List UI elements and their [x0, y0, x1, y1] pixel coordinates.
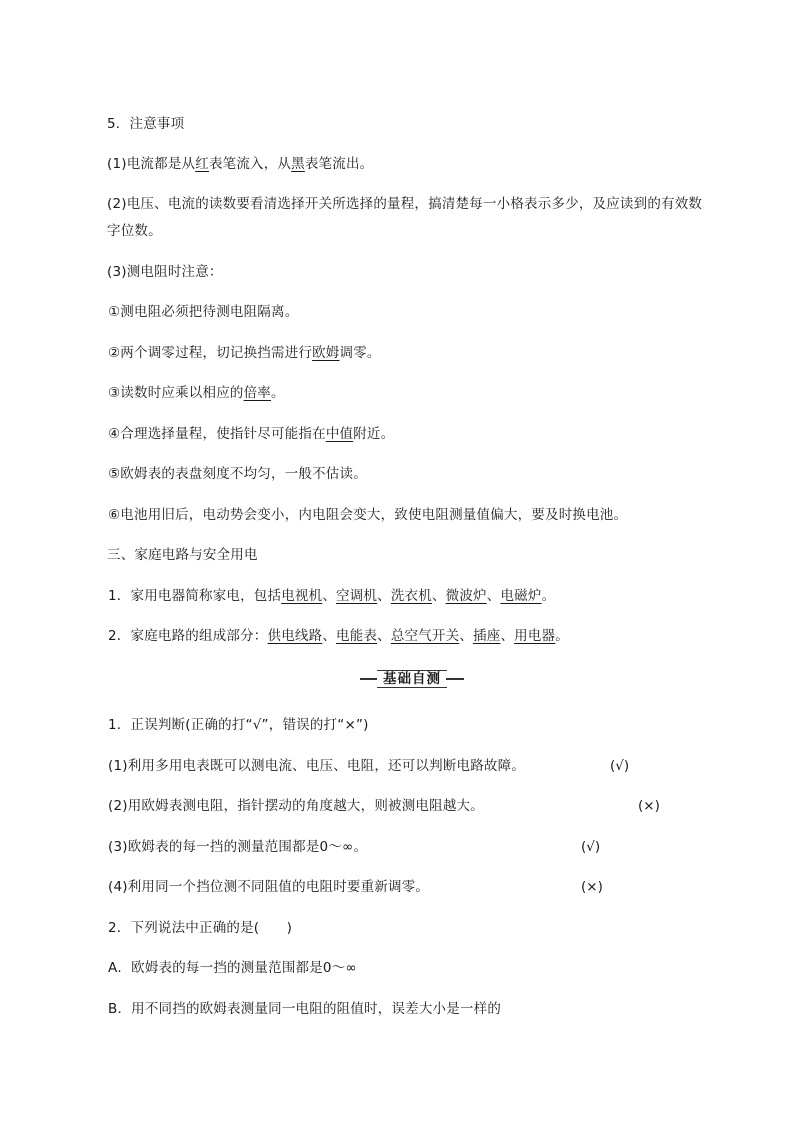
note-circle-4: ④合理选择量程，使指针尽可能指在中值附近。 [108, 426, 395, 442]
note-circle-5: ⑤欧姆表的表盘刻度不均匀，一般不估读。 [108, 466, 367, 482]
underlined-mid-value: 中值 [325, 426, 354, 442]
quiz-q2-title: 2．下列说法中正确的是( ) [108, 920, 293, 936]
underlined-multiplier: 倍率 [243, 385, 272, 401]
quiz-q1-item: (1)利用多用电表既可以测电流、电压、电阻，还可以判断电路故障。 [108, 758, 526, 774]
self-test-banner [360, 670, 464, 688]
banner-rule-left [360, 678, 378, 680]
section-3-para-1: 1．家用电器简称家电，包括电视机、空调机、洗衣机、微波炉、电磁炉。 [108, 588, 556, 604]
quiz-q1-mark: (×) [581, 879, 603, 895]
quiz-q1-item: (2)用欧姆表测电阻，指针摆动的角度越大，则被测电阻越大。 [108, 798, 484, 814]
notes-heading: 5．注意事项 [107, 116, 185, 132]
note-circle-1: ①测电阻必须把待测电阻隔离。 [108, 304, 299, 320]
section-3-para-2: 2．家庭电路的组成部分：供电线路、电能表、总空气开关、插座、用电器。 [108, 628, 569, 644]
note-item-1: (1)电流都是从红表笔流入，从黑表笔流出。 [107, 156, 374, 172]
note-item-2-line-2: 字位数。 [107, 223, 162, 239]
banner-rule-right [446, 678, 464, 680]
quiz-q1-item: (4)利用同一个挡位测不同阻值的电阻时要重新调零。 [108, 879, 430, 895]
quiz-q1-title: 1．正误判断(正确的打“√”，错误的打“×”) [108, 717, 369, 733]
underlined-red: 红 [195, 156, 209, 172]
note-item-3: (3)测电阻时注意： [107, 264, 223, 280]
quiz-q1-item: (3)欧姆表的每一挡的测量范围都是0～∞。 [108, 839, 368, 855]
quiz-q1-mark: (√) [610, 758, 630, 774]
note-circle-6: ⑥电池用旧后，电动势会变小，内电阻会变大，致使电阻测量值偏大，要及时换电池。 [108, 507, 628, 523]
quiz-q1-mark: (×) [638, 798, 660, 814]
section-3-title: 三、家庭电路与安全用电 [107, 547, 258, 563]
underlined-ohm: 欧姆 [312, 345, 340, 361]
quiz-q1-mark: (√) [581, 839, 601, 855]
quiz-q2-option-a: A．欧姆表的每一挡的测量范围都是0～∞ [108, 960, 357, 976]
banner-title: 基础自测 [377, 670, 447, 688]
note-item-2-line-1: (2)电压、电流的读数要看清选择开关所选择的量程，搞清楚每一小格表示多少，及应读到的有效数 [107, 196, 703, 212]
note-circle-2: ②两个调零过程，切记换挡需进行欧姆调零。 [108, 345, 381, 361]
underlined-black: 黑 [291, 156, 305, 172]
note-circle-3: ③读数时应乘以相应的倍率。 [108, 385, 285, 401]
quiz-q2-option-b: B．用不同挡的欧姆表测量同一电阻的阻值时，误差大小是一样的 [108, 1001, 502, 1017]
